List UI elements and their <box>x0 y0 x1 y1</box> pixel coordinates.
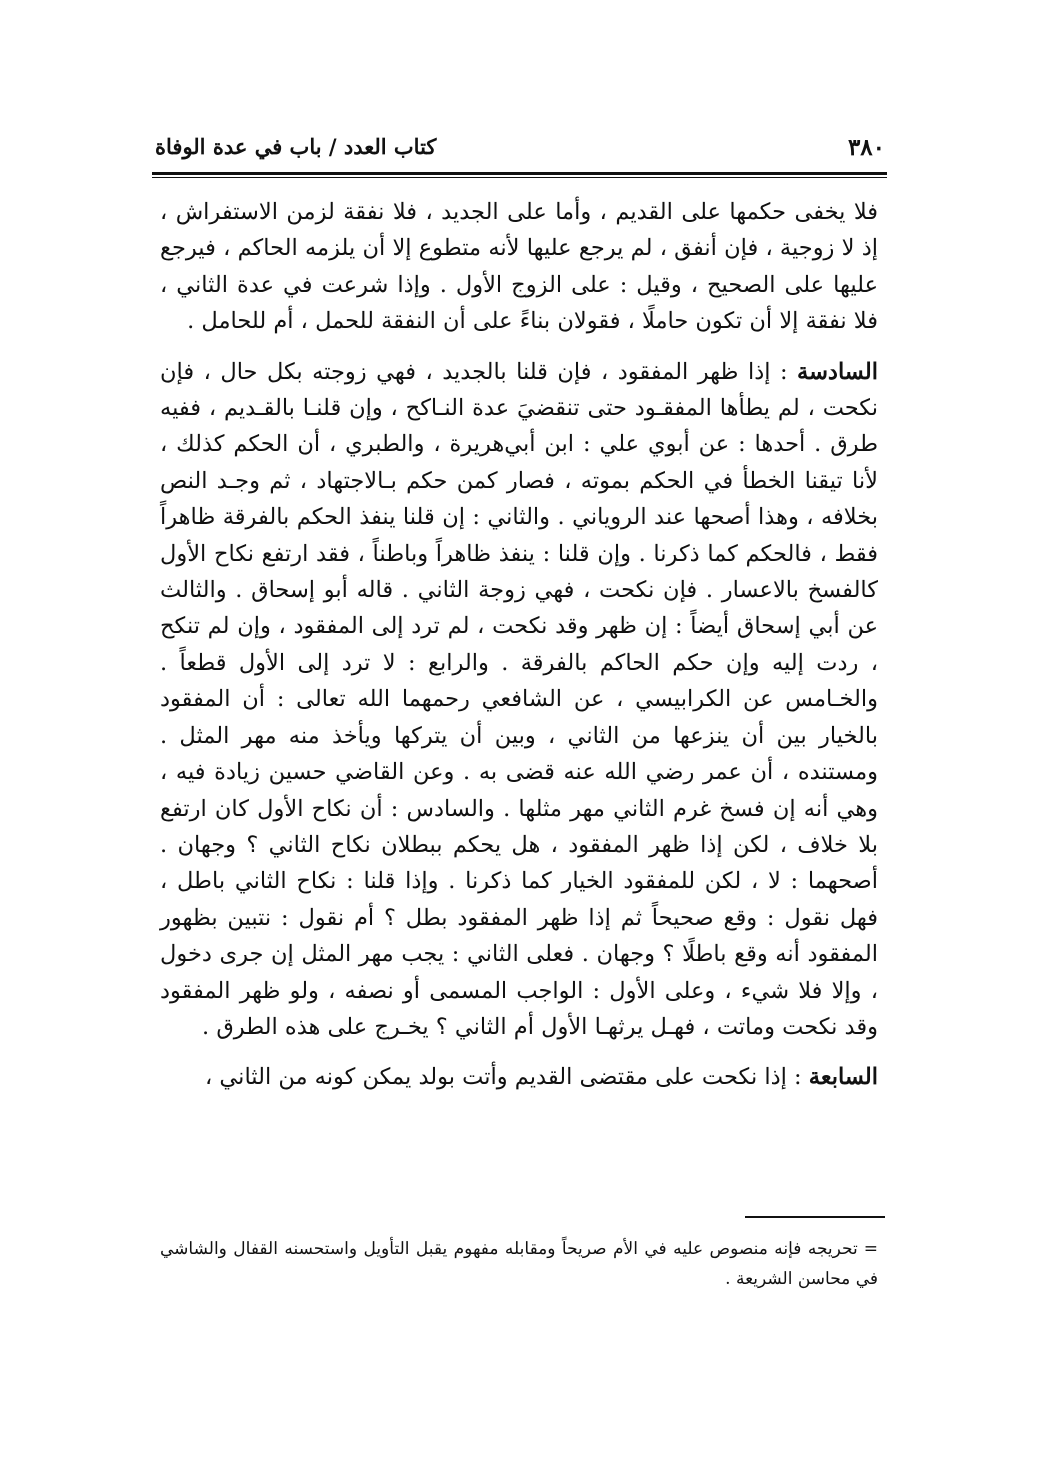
paragraph-lead: السادسة <box>797 358 878 385</box>
running-title: كتاب العدد / باب في عدة الوفاة <box>155 134 437 159</box>
paragraph-text: : إذا ظهر المفقود ، فإن قلنا بالجديد ، فهي زوجته بكل حال ، فإن نكحت ، لم يطأها المفقـود حتى تنقضيَ عدة النـاكح ، وإن قلنـا بالقـديم ، ففيه طرق . أحدها : عن أبوي علي : ابن أبي‌هريرة ، والطبري ، أن الحكم كذلك ، لأنا تيقنا الخطأ في الحكم بموته ، فصار كمن حكم بـالاجتهاد ، ثم وجـد النص بخلافه ، وهذا أصحها عند الروياني . والثاني : إن قلنا ينفذ الحكم بالفرقة ظاهراً فقط ، فالحكم كما ذكرنا . وإن قلنا : ينفذ ظاهراً وباطناً ، فقد ارتفع نكاح الأول كالفسخ بالاعسار . فإن نكحت ، فهي زوجة الثاني . قاله أبو إسحاق . والثالث عن أبي إسحاق أيضاً : إن ظهر وقد نكحت ، لم ترد إلى المفقود ، وإن لم تنكح ، ردت إليه وإن حكم الحاكم بالفرقة . والرابع : لا ترد إلى الأول قطعاً . والخـامس عن الكرابيسي ، عن الشافعي رحمهما الله تعالى : أن المفقود بالخيار بين أن ينزعها من الثاني ، وبين أن يتركها ويأخذ منه مهر المثل . ومستنده ، أن عمر رضي الله عنه قضى به . وعن القاضي حسين زيادة فيه ، وهي أنه إن فسخ غرم الثاني مهر مثلها . والسادس : أن نكاح الأول كان ارتفع بلا خلاف ، لكن إذا ظهر المفقود ، هل يحكم ببطلان نكاح الثاني ؟ وجهان . أصحهما : لا ، لكن للمفقود الخيار كما ذكرنا . وإذا قلنا : نكاح الثاني باطل ، فهل نقول : وقع صحيحاً ثم إذا ظهر المفقود بطل ؟ أم نقول : نتبين بظهور المفقود أنه وقع باطلًا ؟ وجهان . فعلى الثاني : يجب مهر المثل إن جرى دخول ، وإلا فلا شيء ، وعلى الأول : الواجب المسمى أو نصفه ، ولو ظهر المفقود وقد نكحت وماتت ، فهـل يرثهـا الأول أم الثاني ؟ يخـرج على هذه الطرق . <box>160 358 878 1040</box>
main-text <box>160 194 878 1110</box>
paragraph-3 <box>160 1059 878 1095</box>
paragraph-2 <box>160 354 878 1046</box>
paragraph-text: فلا يخفى حكمها على القديم ، وأما على الجديد ، فلا نفقة لزمن الاستفراش ، إذ لا زوجية ، فإن أنفق ، لم يرجع عليها لأنه متطوع إلا أن يلزمه الحاكم ، فيرجع عليها على الصحيح ، وقيل : على الزوج الأول . وإذا شرعت في عدة الثاني ، فلا نفقة إلا أن تكون حاملًا ، فقولان بناءً على أن النفقة للحمل ، أم للحامل . <box>160 199 878 335</box>
page-number: ٣٨٠ <box>847 134 885 161</box>
footnote-rule <box>745 1216 885 1218</box>
header-rule <box>152 172 887 175</box>
page-header <box>155 126 885 170</box>
footnote <box>160 1234 878 1294</box>
header-rule-thin <box>152 177 887 178</box>
footnote-marker: = <box>863 1239 878 1259</box>
paragraph-text: : إذا نكحت على مقتضى القديم وأتت بولد يمكن كونه من الثاني ، <box>205 1064 809 1091</box>
paragraph-lead: السابعة <box>808 1064 878 1091</box>
paragraph-1 <box>160 194 878 340</box>
footnote-text: تحريجه فإنه منصوص عليه في الأم صريحاً ومقابله مفهوم يقبل التأويل واستحسنه القفال والشاشي في محاسن الشريعة . <box>160 1239 878 1289</box>
